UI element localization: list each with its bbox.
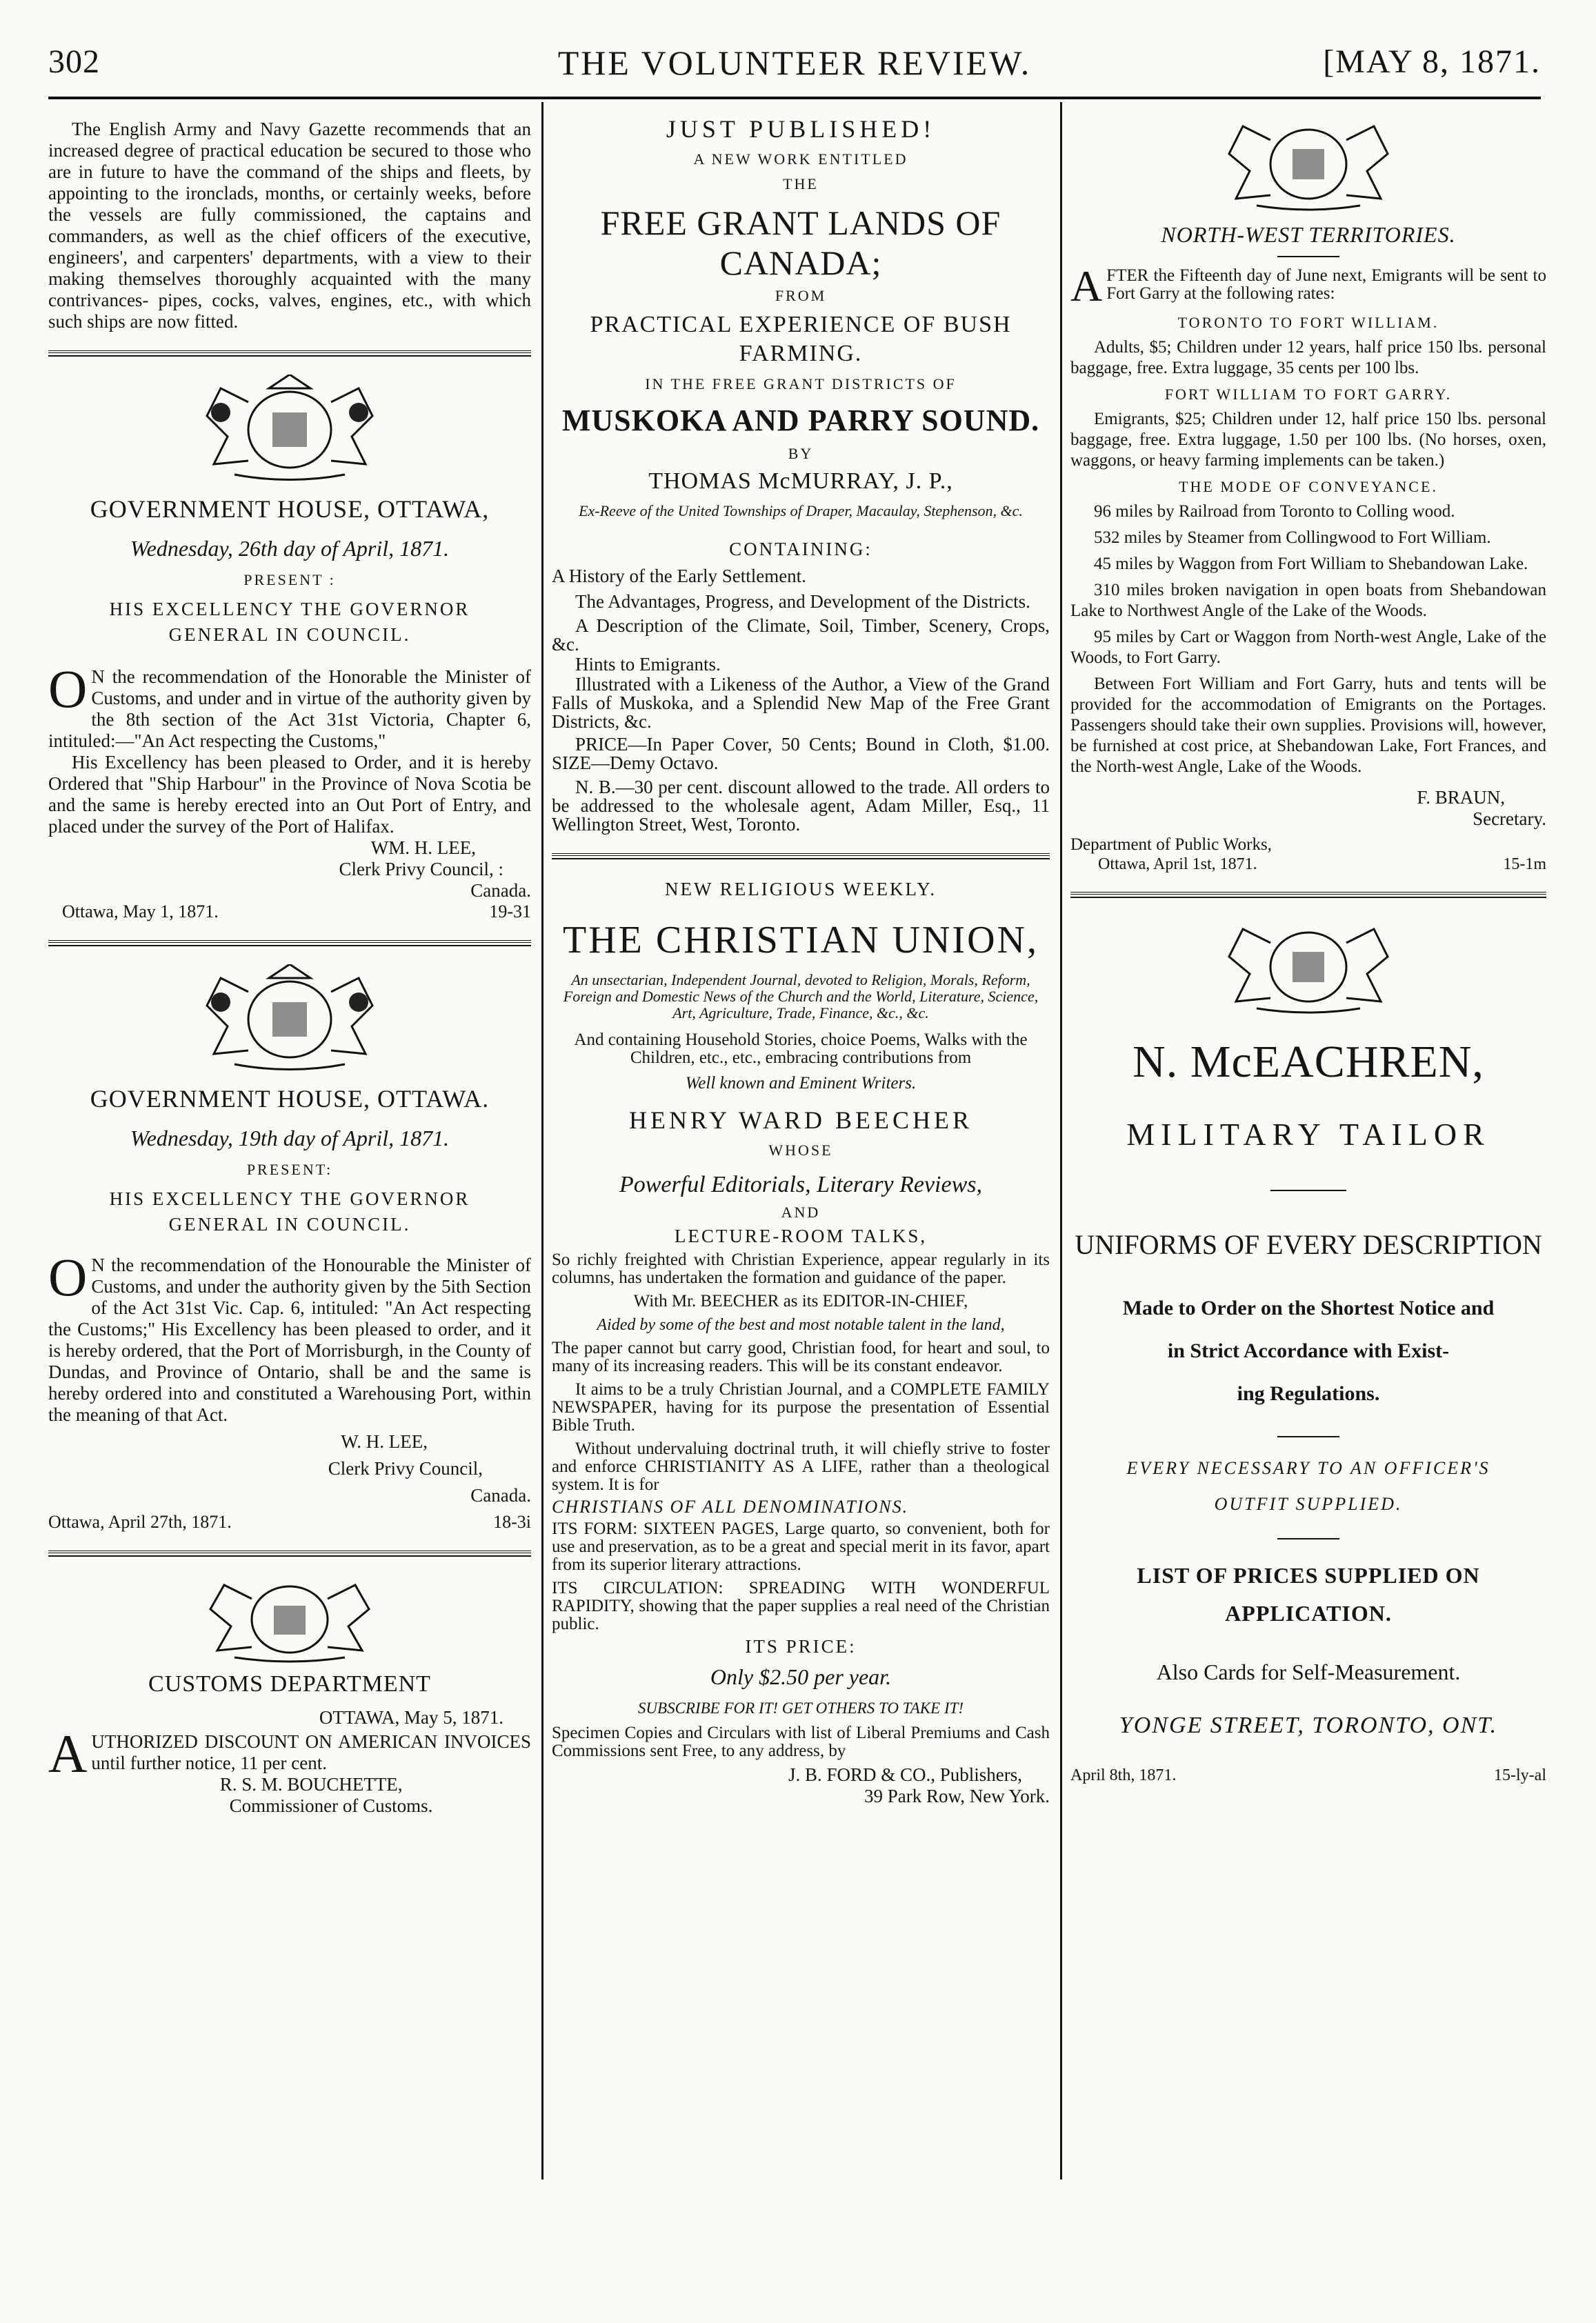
tailor-outfit: EVERY NECESSARY TO AN OFFICER'S bbox=[1126, 1458, 1490, 1478]
customs-heading: CUSTOMS DEPARTMENT bbox=[148, 1671, 431, 1697]
notice-date: Wednesday, 26th day of April, 1871. bbox=[130, 536, 450, 561]
list-item: The Advantages, Progress, and Development of the Districts. bbox=[575, 591, 1030, 612]
route-subheading: FORT WILLIAM TO FORT GARRY. bbox=[1164, 386, 1453, 403]
drop-cap: A bbox=[48, 1724, 88, 1784]
paper-subtitle: An unsectarian, Independent Journal, devoted to Religion, Morals, Reform, Foreign and Domestic News of the Church and the World, Literature, Science, Art, Agriculture, Trade, Finance, &c., &c. bbox=[563, 971, 1039, 1021]
ad-kicker: BY bbox=[788, 445, 814, 462]
subscribe-line: SUBSCRIBE FOR IT! GET OTHERS TO TAKE IT! bbox=[637, 1699, 964, 1717]
conveyance-list bbox=[1070, 501, 1546, 668]
page-header bbox=[48, 43, 1541, 105]
royal-crest-icon bbox=[179, 964, 400, 1075]
notice-code: 15-1m bbox=[1503, 855, 1546, 873]
notice-paragraph: N the recommendation of the Honourable the Minister of Customs, and under the authority given by the 5ith Section of the Act 31st Vic. Cap. 6, intituled: "An Act respecting the Customs;" His Excellency has been pleased to order, and it is hereby ordered, that the Port of Morrisburgh, in the County of Dundas, and Province of Ontario, shall be and the same is hereby ordered into and constituted a Warehousing Port, within the meaning of that Act. bbox=[48, 1255, 531, 1425]
book-author: THOMAS McMURRAY, J. P., bbox=[648, 468, 953, 494]
signer-name: W. H. LEE, bbox=[341, 1431, 428, 1452]
author-description: Ex-Reeve of the United Townships of Draper, Macaulay, Stephenson, &c. bbox=[579, 502, 1023, 519]
tailor-made-line: in Strict Accordance with Exist- bbox=[1167, 1339, 1450, 1362]
tailor-address: YONGE STREET, TORONTO, ONT. bbox=[1119, 1713, 1498, 1738]
list-item: 96 miles by Railroad from Toronto to Colling wood. bbox=[1094, 502, 1455, 521]
excellency-line: HIS EXCELLENCY THE GOVERNOR bbox=[109, 599, 470, 619]
list-item: 532 miles by Steamer from Collingwood to Fort William. bbox=[1094, 528, 1491, 547]
paper-contents: And containing Household Stories, choice Poems, Walks with the Children, etc., etc., embracing contributions from bbox=[574, 1030, 1028, 1067]
notice-paragraph: FTER the Fifteenth day of June next, Emigrants will be sent to Fort Garry at the following rates: bbox=[1106, 266, 1546, 303]
signer-name: R. S. M. BOUCHETTE, bbox=[219, 1774, 403, 1795]
tailor-trade: MILITARY TAILOR bbox=[1126, 1117, 1490, 1152]
notice-code: 18-3i bbox=[493, 1512, 531, 1532]
customs-notice-text: UTHORIZED DISCOUNT ON AMERICAN INVOICES until further notice, 11 per cent. bbox=[91, 1731, 531, 1773]
customs-notice bbox=[48, 1575, 531, 1817]
free-grant-ad bbox=[552, 114, 1050, 834]
ad-kicker: A NEW WORK ENTITLED bbox=[693, 150, 908, 168]
writers-line: Well known and Eminent Writers. bbox=[685, 1074, 917, 1093]
list-item: 45 miles by Waggon from Fort William to Shebandowan Lake. bbox=[1094, 555, 1528, 573]
notice-heading: NORTH-WEST TERRITORIES. bbox=[1161, 222, 1456, 247]
header-rule bbox=[48, 97, 1541, 99]
ad-paragraph: It aims to be a truly Christian Journal, and a COMPLETE FAMILY NEWSPAPER, having for its purpose the presentation of Essential Bible Truth. bbox=[552, 1380, 1050, 1435]
tailor-uniforms: UNIFORMS OF EVERY DESCRIPTION bbox=[1075, 1229, 1542, 1260]
signer-title: Commissioner of Customs. bbox=[229, 1795, 433, 1816]
notice-heading: GOVERNMENT HOUSE, OTTAWA. bbox=[90, 1085, 490, 1113]
trade-discount: N. B.—30 per cent. discount allowed to the trade. All orders to be addressed to the wholesale agent, Adam Miller, Esq., 11 Wellington Street, West, Toronto. bbox=[552, 777, 1050, 835]
newspaper-title: THE VOLUNTEER REVIEW. bbox=[557, 43, 1032, 82]
present-label: PRESENT : bbox=[243, 571, 336, 588]
column-divider bbox=[541, 102, 543, 2180]
section-rule bbox=[48, 940, 531, 946]
ad-paragraph: So richly freighted with Christian Experience, appear regularly in its columns, has undertaken the formation and guidance of the paper. bbox=[552, 1250, 1050, 1287]
notice-footer-date: Ottawa, April 1st, 1871. bbox=[1098, 855, 1257, 873]
excellency-line: GENERAL IN COUNCIL. bbox=[168, 624, 411, 645]
ad-paragraph: CHRISTIANS OF ALL DENOMINATIONS. bbox=[552, 1497, 909, 1517]
signer-place: Canada. bbox=[470, 1485, 531, 1506]
column-2 bbox=[552, 102, 1050, 2178]
book-region: MUSKOKA AND PARRY SOUND. bbox=[561, 403, 1040, 437]
section-rule bbox=[48, 1551, 531, 1557]
drop-cap: A bbox=[1070, 261, 1103, 310]
royal-crest-icon bbox=[179, 375, 400, 485]
tailor-name: N. McEACHREN, bbox=[1133, 1037, 1484, 1087]
gazette-article: The English Army and Navy Gazette recommends that an increased degree of practical education be secured to those who are in future to have the command of the ships and fleets, by appointing to the ironclads, months, or certainly weeks, before the vessels are fully commissioned, the captains and commanders, as well as the chief officers of the executive, engineers', and carpenters' departments, with a view to their making themselves thoroughly acquainted with the many contrivances- pipes, cocks, valves, engines, etc., with which such ships are now fitted. bbox=[48, 119, 531, 332]
signer-name: WM. H. LEE, bbox=[370, 837, 476, 858]
rates-text: Adults, $5; Children under 12 years, half price 150 lbs. personal baggage, free. Extra luggage, 35 cents per 100 lbs. bbox=[1070, 338, 1546, 377]
just-published: JUST PUBLISHED! bbox=[666, 115, 936, 143]
book-subtitle: PRACTICAL EXPERIENCE OF BUSH FARMING. bbox=[590, 312, 1012, 366]
list-item: Hints to Emigrants. bbox=[575, 654, 721, 675]
notice-paragraph: Between Fort William and Fort Garry, huts and tents will be provided for the accommodation of Emigrants on the Portages. Passengers should take their own supplies. Provisions will, however, be furnished at cost price, at Shebandowan Lake, Fort Frances, and the North-west Angle, Lake of the Woods. bbox=[1070, 675, 1546, 776]
notice-date: Wednesday, 19th day of April, 1871. bbox=[130, 1126, 450, 1150]
excellency-line: HIS EXCELLENCY THE GOVERNOR bbox=[109, 1188, 470, 1209]
ad-kicker: AND bbox=[781, 1204, 821, 1221]
excellency-line: GENERAL IN COUNCIL. bbox=[168, 1214, 411, 1235]
column-1 bbox=[48, 102, 531, 2178]
ad-paragraph: Aided by some of the best and most notable talent in the land, bbox=[597, 1316, 1005, 1334]
route-subheading: THE MODE OF CONVEYANCE. bbox=[1179, 478, 1438, 495]
notice-heading: GOVERNMENT HOUSE, OTTAWA, bbox=[90, 495, 490, 523]
tailor-prices: APPLICATION. bbox=[1225, 1601, 1392, 1626]
notice-paragraph: His Excellency has been pleased to Order, and it is hereby Ordered that "Ship Harbour" in the Province of Nova Scotia be and the same is hereby erected into an Out Port of Entry, and placed under the survey of the Port of Halifax. bbox=[48, 752, 531, 837]
short-rule bbox=[1277, 1538, 1339, 1539]
signer-title: Clerk Privy Council, bbox=[328, 1458, 483, 1479]
book-title: FREE GRANT LANDS OF CANADA; bbox=[600, 203, 1001, 282]
notice-footer-date: Ottawa, April 27th, 1871. bbox=[48, 1512, 232, 1532]
book-price: PRICE—In Paper Cover, 50 Cents; Bound in Cloth, $1.00. SIZE—Demy Octavo. bbox=[552, 734, 1050, 773]
list-item: 95 miles by Cart or Waggon from North-west Angle, Lake of the Woods, to Fort Garry. bbox=[1070, 628, 1546, 667]
column-3 bbox=[1070, 102, 1546, 2178]
tailor-made-line: Made to Order on the Shortest Notice and bbox=[1122, 1297, 1495, 1319]
section-rule bbox=[1070, 892, 1546, 898]
ad-paragraph: With Mr. BEECHER as its EDITOR-IN-CHIEF, bbox=[633, 1292, 968, 1310]
section-rule bbox=[48, 350, 531, 357]
contents-list bbox=[552, 566, 1050, 731]
drop-cap: O bbox=[48, 1247, 88, 1307]
short-rule bbox=[1277, 1436, 1339, 1437]
ad-kicker: THE bbox=[783, 175, 819, 192]
ad-code: 15-ly-al bbox=[1494, 1766, 1546, 1784]
price-label: ITS PRICE: bbox=[745, 1636, 857, 1657]
drop-cap: O bbox=[48, 659, 88, 719]
subscription-price: Only $2.50 per year. bbox=[710, 1664, 892, 1689]
ad-date: April 8th, 1871. bbox=[1070, 1766, 1177, 1784]
issue-date: [MAY 8, 1871. bbox=[1323, 43, 1541, 80]
paper-title: THE CHRISTIAN UNION, bbox=[563, 919, 1039, 961]
ad-kicker: WHOSE bbox=[768, 1141, 833, 1159]
tailor-made-line: ing Regulations. bbox=[1237, 1382, 1380, 1405]
notice-code: 19-31 bbox=[489, 901, 531, 921]
signer-place: Canada. bbox=[470, 880, 531, 901]
royal-crest-icon bbox=[1205, 919, 1412, 1015]
route-subheading: TORONTO TO FORT WILLIAM. bbox=[1177, 314, 1439, 331]
government-notice-2 bbox=[48, 964, 531, 1533]
royal-crest-icon bbox=[1205, 116, 1412, 212]
ad-paragraph: ITS FORM: SIXTEEN PAGES, Large quarto, so convenient, both for use and preservation, as to be a great and special merit in its favor, apart from its superior literary attractions. bbox=[552, 1519, 1050, 1574]
christian-union-ad bbox=[552, 879, 1050, 1807]
government-notice-1 bbox=[48, 375, 531, 922]
tailor-ad bbox=[1070, 919, 1546, 1785]
signer-title: Clerk Privy Council, : bbox=[339, 859, 503, 879]
section-rule bbox=[552, 853, 1050, 859]
editor-name: HENRY WARD BEECHER bbox=[628, 1106, 973, 1134]
signer-title: Secretary. bbox=[1473, 808, 1546, 829]
page-number: 302 bbox=[48, 43, 100, 80]
department-name: Department of Public Works, bbox=[1070, 835, 1272, 854]
column-divider bbox=[1060, 102, 1062, 2180]
signer-name: F. BRAUN, bbox=[1417, 787, 1505, 808]
lecture-line: LECTURE-ROOM TALKS, bbox=[674, 1226, 928, 1246]
ad-paragraph: ITS CIRCULATION: SPREADING WITH WONDERFUL RAPIDITY, showing that the paper supplies a real need of the Christian public. bbox=[552, 1579, 1050, 1633]
ad-kicker: NEW RELIGIOUS WEEKLY. bbox=[664, 879, 937, 899]
tailor-prices: LIST OF PRICES SUPPLIED ON bbox=[1137, 1563, 1480, 1588]
list-item: Illustrated with a Likeness of the Author, a View of the Grand Falls of Muskoka, and a Splendid New Map of the Free Grant Districts, &c. bbox=[552, 674, 1050, 732]
notice-paragraph: N the recommendation of the Honorable the Minister of Customs, and under and in virtue of the authority given by the 8th section of the Act 31st Victoria, Chapter 6, intituled:—"An Act respecting the Customs," bbox=[48, 666, 531, 751]
ad-kicker: IN THE FREE GRANT DISTRICTS OF bbox=[645, 375, 957, 392]
short-rule bbox=[1277, 256, 1339, 257]
ad-paragraph: Specimen Copies and Circulars with list of Liberal Premiums and Cash Commissions sent Free, to any address, by bbox=[552, 1724, 1050, 1760]
notice-footer-date: Ottawa, May 1, 1871. bbox=[62, 901, 219, 921]
customs-date: OTTAWA, May 5, 1871. bbox=[319, 1707, 503, 1728]
royal-crest-icon bbox=[179, 1575, 400, 1664]
publisher-name: J. B. FORD & CO., Publishers, bbox=[788, 1764, 1022, 1785]
tailor-outfit: OUTFIT SUPPLIED. bbox=[1214, 1494, 1403, 1514]
ad-kicker: FROM bbox=[775, 287, 827, 304]
list-item: 310 miles broken navigation in open boats from Shebandowan Lake to Northwest Angle of the Lake of the Woods. bbox=[1070, 581, 1546, 620]
rates-text: Emigrants, $25; Children under 12, half price 150 lbs. personal baggage, free. Extra luggage, 1.50 per 100 lbs. (No horses, oxen, waggons, or heavy farming implements can be taken.) bbox=[1070, 410, 1546, 470]
tailor-cards: Also Cards for Self-Measurement. bbox=[1156, 1659, 1461, 1684]
ad-paragraph: The paper cannot but carry good, Christian food, for heart and soul, to many of its increasing readers. This will be its constant endeavor. bbox=[552, 1339, 1050, 1375]
publisher-address: 39 Park Row, New York. bbox=[864, 1786, 1050, 1806]
ad-paragraph: Without undervaluing doctrinal truth, it will chiefly strive to foster and enforce CHRISTIANITY AS A LIFE, rather than a theological system. It is for bbox=[552, 1439, 1050, 1494]
list-item: A Description of the Climate, Soil, Timber, Scenery, Crops, &c. bbox=[552, 615, 1050, 655]
short-rule bbox=[1270, 1190, 1346, 1191]
north-west-notice bbox=[1070, 116, 1546, 874]
editorials-line: Powerful Editorials, Literary Reviews, bbox=[619, 1172, 983, 1197]
present-label: PRESENT: bbox=[246, 1161, 333, 1178]
containing-label: CONTAINING: bbox=[729, 539, 872, 559]
list-item: A History of the Early Settlement. bbox=[552, 566, 806, 586]
